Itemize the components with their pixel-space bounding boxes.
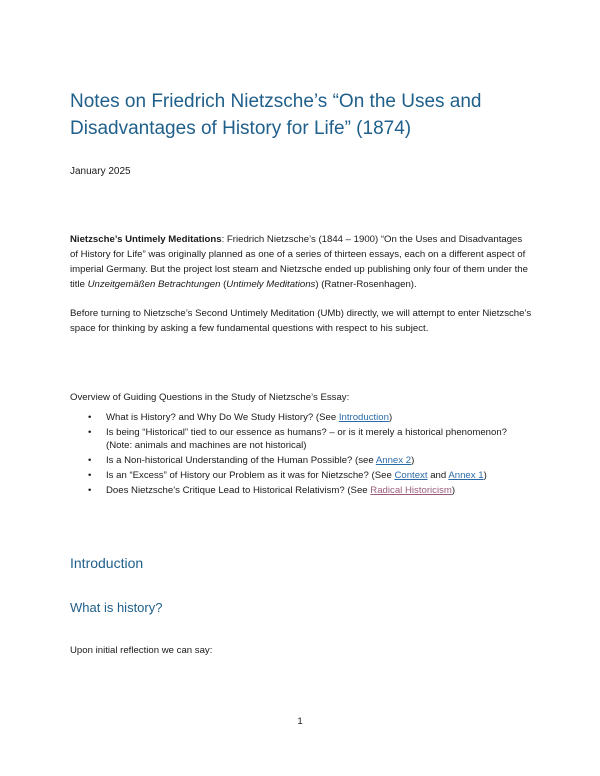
list-item (88, 484, 528, 497)
english-title: Untimely Meditations (226, 279, 316, 290)
german-title: Unzeitgemäßen Betrachtungen (87, 279, 221, 290)
bullet-icon: • (88, 412, 92, 423)
list-item (88, 454, 528, 467)
list-item (88, 469, 528, 482)
item-text: and (427, 470, 449, 481)
document-date: January 2025 (70, 166, 131, 177)
item-text: ) (388, 412, 393, 423)
item-text: Is being “Historical” tied to our essence as humans? – or is it merely a historical phenomenon? (Note: animals and machines are not historical) (106, 427, 508, 451)
overview-heading: Overview of Guiding Questions in the Study of Nietzsche’s Essay: (70, 392, 350, 403)
paragraph-text: Friedrich Nietzsche’s (1844 – 1900) “On the Uses and Disadvantages of History for Life” was originally planned as one of a series of thirteen essays, each on a different aspect of imperial Germany. But the project lost steam and Nietzsche ended up publishing only four of them under the title (70, 234, 528, 290)
bullet-icon: • (88, 427, 92, 438)
item-text: What is History? and Why Do We Study History? (See (106, 412, 339, 423)
document-title: Notes on Friedrich Nietzsche’s “On the Uses and Disadvantages of History for Life” (1874) (70, 91, 482, 139)
bullet-icon: • (88, 455, 92, 466)
page-number: 1 (297, 716, 303, 727)
item-text: Does Nietzsche’s Critique Lead to Historical Relativism? (See (106, 485, 371, 496)
item-text: ) (451, 485, 456, 496)
item-text: Is an “Excess” of History our Problem as it was for Nietzsche? (See (106, 470, 395, 481)
annex-2-link[interactable]: Annex 2 (375, 455, 412, 466)
guiding-questions-list (88, 411, 528, 499)
subsection-heading-what-is-history: What is history? (70, 600, 163, 615)
list-item (88, 411, 528, 424)
paragraph-text: ) (Ratner-Rosenhagen). (315, 279, 417, 290)
lead-colon: : (221, 234, 225, 245)
item-text: Is a Non-historical Understanding of the Human Possible? (see (106, 455, 376, 466)
section-heading-introduction: Introduction (70, 555, 144, 571)
list-item (88, 426, 528, 452)
bullet-icon: • (88, 470, 92, 481)
intro-paragraph (70, 232, 532, 292)
approach-paragraph: Before turning to Nietzsche’s Second Untimely Meditation (UMb) directly, we will attempt to enter Nietzsche’s space for thinking by asking a few fundamental questions with respect to his subject. (70, 308, 532, 334)
item-text: ) (411, 455, 415, 466)
bullet-icon: • (88, 485, 92, 496)
annex-1-link[interactable]: Annex 1 (448, 470, 484, 481)
context-link[interactable]: Context (394, 470, 428, 481)
paragraph-text: ( (220, 279, 227, 290)
reflection-paragraph: Upon initial reflection we can say: (70, 645, 213, 656)
radical-historicism-link[interactable]: Radical Historicism (370, 485, 452, 496)
item-text: ) (483, 470, 487, 481)
paragraph-lead: Nietzsche’s Untimely Meditations (70, 234, 222, 245)
introduction-link[interactable]: Introduction (338, 412, 389, 423)
